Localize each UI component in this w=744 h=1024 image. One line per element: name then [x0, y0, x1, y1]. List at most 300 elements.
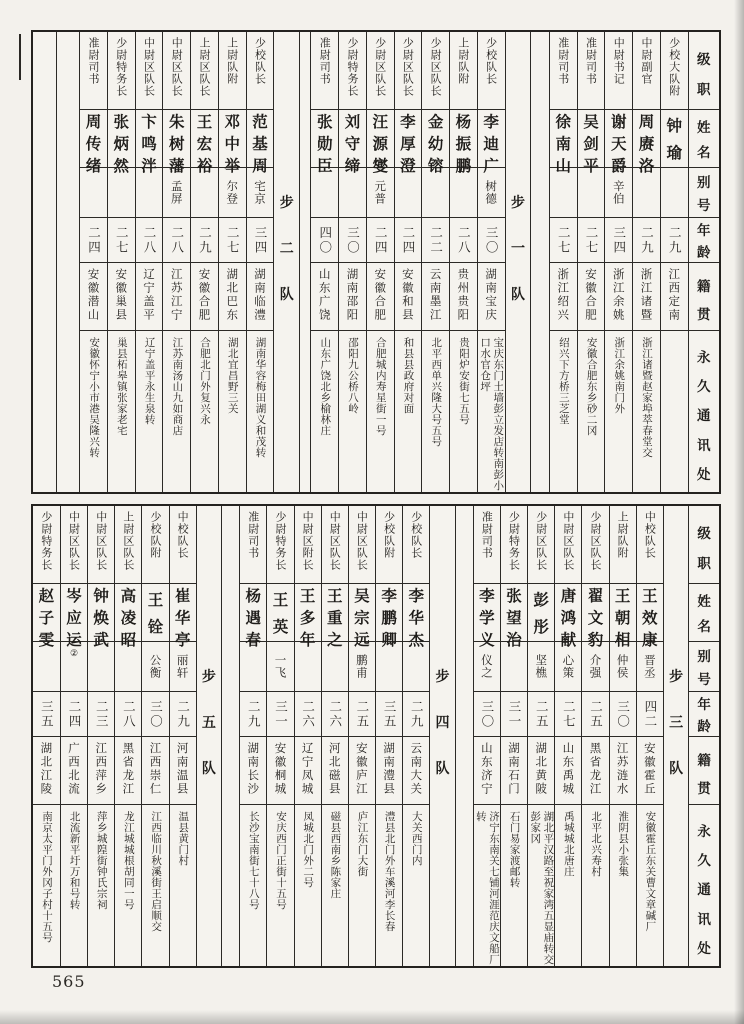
name-cell — [633, 110, 660, 175]
age-cell — [555, 692, 581, 737]
native-place-cell — [555, 737, 581, 805]
name-annotation-mark: ② — [69, 649, 79, 659]
address-text: 石门易家渡邮转 — [508, 811, 521, 888]
char: 谢 — [610, 112, 627, 131]
native-place-cell — [450, 263, 477, 331]
native-place-cell — [376, 737, 402, 805]
char: 凌 — [120, 608, 137, 627]
rank-cell — [311, 32, 338, 110]
name-cell — [422, 110, 449, 175]
age-cell — [605, 218, 632, 263]
char: 队 — [510, 287, 525, 303]
char: 源 — [372, 134, 388, 153]
char: 卿 — [381, 630, 397, 649]
age-cell — [163, 218, 190, 263]
rank-text: 中尉区队长 — [328, 511, 342, 571]
rank-cell — [528, 506, 554, 584]
name-cell — [661, 110, 688, 168]
alias-text: 公衡 — [148, 654, 163, 679]
address-text: 淮阴县小张集 — [617, 811, 630, 877]
person-column — [246, 32, 274, 492]
address-text: 绍兴下方桥三芝堂 — [557, 337, 570, 425]
native-place-cell — [80, 263, 107, 331]
rank-cell — [339, 32, 366, 110]
rank-cell — [605, 32, 632, 110]
native-text: 江西萍乡 — [94, 742, 109, 796]
address-text: 浙江余姚南门外 — [613, 337, 626, 414]
age-cell — [376, 692, 402, 737]
age-text: 二四 — [400, 225, 416, 255]
address-cell — [478, 331, 505, 492]
person-column — [218, 32, 246, 492]
name-cell — [637, 584, 663, 649]
char: 龄 — [697, 718, 711, 735]
char: 岑 — [66, 586, 82, 605]
header-age-label — [689, 218, 719, 263]
person-column — [449, 32, 477, 492]
char: 铨 — [147, 616, 164, 636]
rank-cell — [610, 506, 636, 584]
address-text: 江苏南汤山九如商店 — [171, 337, 184, 436]
alias-text: 心策 — [561, 654, 576, 679]
address-text: 浙江诸暨赵家埠萃春堂交 — [641, 337, 654, 458]
header-name-label — [689, 110, 719, 168]
native-text: 安徽巢县 — [114, 268, 129, 322]
person-column — [500, 506, 527, 966]
address-text: 湖北平汉路至祝家湾五显庙转交彭家冈 — [529, 811, 555, 965]
char: 级 — [697, 51, 711, 68]
rank-text: 准尉司书 — [556, 37, 570, 85]
alias-text: 一飞 — [273, 654, 288, 679]
name-cell — [108, 110, 135, 175]
person-column — [141, 506, 168, 966]
rank-text: 少校队长 — [484, 37, 498, 85]
name-cell — [610, 584, 636, 649]
native-text: 湖南石门 — [507, 742, 522, 796]
rank-cell — [550, 32, 577, 110]
unit-label — [274, 32, 299, 304]
header-column — [688, 32, 719, 492]
char: 树 — [169, 134, 185, 153]
char: 守 — [344, 134, 361, 153]
char: 张 — [506, 586, 522, 605]
char: 子 — [38, 608, 55, 627]
page-edge-shadow-bottom — [0, 1010, 744, 1024]
unit-label — [664, 506, 688, 778]
char: 吴 — [354, 586, 370, 605]
alias-cell — [367, 168, 394, 218]
header-address-label — [689, 331, 719, 492]
rank-text: 准尉司书 — [318, 37, 332, 85]
person-column — [554, 506, 581, 966]
unit-marker-column — [429, 506, 454, 966]
char: 级 — [697, 525, 711, 542]
char: 王 — [642, 586, 658, 605]
person-column — [394, 32, 422, 492]
native-place-cell — [142, 737, 168, 805]
alias-cell — [610, 642, 636, 692]
age-cell — [247, 218, 274, 263]
char: 炳 — [113, 134, 130, 153]
char: 效 — [642, 608, 658, 627]
rank-cell — [33, 506, 60, 584]
char: 李 — [408, 586, 424, 605]
alias-cell — [295, 642, 321, 692]
header-alias-label — [689, 642, 719, 692]
rank-cell — [170, 506, 196, 584]
address-cell — [267, 805, 293, 966]
char: 缔 — [344, 156, 361, 175]
char: 金 — [427, 112, 444, 131]
native-text: 浙江绍兴 — [556, 268, 571, 322]
native-place-cell — [219, 263, 246, 331]
age-cell — [367, 218, 394, 263]
rank-cell — [191, 32, 218, 110]
header-column — [688, 506, 719, 966]
name-cell — [395, 110, 422, 175]
rank-cell — [450, 32, 477, 110]
age-cell — [582, 692, 608, 737]
char: 王 — [327, 586, 343, 605]
native-text: 江西定南 — [667, 268, 682, 322]
age-text: 二五 — [534, 699, 550, 729]
spacer-column — [33, 32, 56, 492]
age-text: 三四 — [611, 225, 627, 255]
unit-marker-column — [663, 506, 688, 966]
char: 职 — [697, 82, 711, 99]
age-cell — [142, 692, 168, 737]
char: 多 — [299, 608, 316, 627]
rank-cell — [219, 32, 246, 110]
char: 洛 — [638, 156, 655, 175]
age-text: 二九 — [197, 225, 213, 255]
char: 张 — [316, 112, 333, 131]
char: 朝 — [614, 608, 631, 627]
alias-cell — [142, 642, 168, 692]
rank-text: 中尉区队长 — [67, 511, 81, 571]
name-cell — [501, 584, 527, 649]
person-column — [321, 506, 348, 966]
native-place-cell — [311, 263, 338, 331]
rank-cell — [478, 32, 505, 110]
address-text: 合肥北门外复兴永 — [199, 337, 212, 425]
name-cell — [578, 110, 605, 175]
person-column — [375, 506, 402, 966]
name-cell — [478, 110, 505, 175]
native-place-cell — [247, 263, 274, 331]
address-text: 龙江城城根胡同一号 — [122, 811, 135, 910]
rank-cell — [163, 32, 190, 110]
address-cell — [578, 331, 605, 492]
native-text: 湖南澧县 — [382, 742, 397, 796]
rank-cell — [422, 32, 449, 110]
char: 年 — [697, 223, 711, 240]
char: 步 — [435, 669, 450, 685]
char: 赓 — [638, 134, 655, 153]
char: 高 — [120, 586, 137, 605]
age-text: 二七 — [114, 225, 130, 255]
rank-text: 少校队附 — [382, 511, 396, 559]
char: 鸿 — [560, 608, 577, 627]
char: 幼 — [427, 134, 444, 153]
age-cell — [115, 692, 141, 737]
person-column — [169, 506, 196, 966]
char: 四 — [435, 715, 450, 731]
address-text: 安庆西门正街十五号 — [275, 811, 288, 910]
char: 贯 — [697, 780, 711, 797]
alias-text: 仪之 — [479, 654, 494, 679]
age-cell — [450, 218, 477, 263]
address-cell — [33, 805, 60, 966]
char: 治 — [506, 630, 522, 649]
unit-marker-column — [196, 506, 221, 966]
address-cell — [633, 331, 660, 492]
rank-text: 上尉队附 — [456, 37, 470, 85]
rank-text: 少尉区队长 — [401, 37, 415, 97]
char: 杨 — [245, 586, 262, 605]
name-cell — [339, 110, 366, 175]
char: 一 — [510, 241, 525, 257]
native-place-cell — [550, 263, 577, 331]
native-place-cell — [191, 263, 218, 331]
char: 吴 — [583, 112, 599, 131]
native-text: 贵州贵阳 — [456, 268, 471, 322]
spacer-column — [455, 506, 473, 966]
name-cell — [163, 110, 190, 175]
address-cell — [403, 805, 429, 966]
char: 姓 — [697, 593, 711, 610]
age-cell — [633, 218, 660, 263]
address-text: 庐江东门大街 — [356, 811, 369, 877]
char: 邓 — [224, 112, 240, 131]
char: 李 — [400, 112, 416, 131]
alias-cell — [136, 168, 163, 218]
age-text: 二七 — [561, 699, 577, 729]
char: 然 — [113, 156, 130, 175]
age-text: 二二 — [428, 225, 444, 255]
native-text: 安徽合肥 — [373, 268, 388, 322]
rank-cell — [578, 32, 605, 110]
age-cell — [219, 218, 246, 263]
native-text: 安徽合肥 — [197, 268, 212, 322]
char: 永 — [697, 824, 711, 841]
address-cell — [605, 331, 632, 492]
char: 遇 — [245, 608, 262, 627]
address-cell — [115, 805, 141, 966]
rank-text: 少尉特务长 — [273, 511, 287, 571]
alias-cell — [661, 168, 688, 218]
age-cell — [170, 692, 196, 737]
char: 五 — [201, 715, 216, 731]
rank-cell — [115, 506, 141, 584]
char: 雯 — [38, 630, 55, 649]
name-cell — [267, 584, 293, 642]
address-cell — [163, 331, 190, 492]
char: 名 — [697, 145, 711, 162]
rank-text: 少尉区队长 — [429, 37, 443, 97]
alias-cell — [578, 168, 605, 218]
alias-cell — [376, 642, 402, 692]
age-text: 二九 — [175, 699, 191, 729]
address-cell — [322, 805, 348, 966]
char: 南 — [555, 134, 572, 153]
char: 重 — [327, 608, 343, 627]
char: 彤 — [533, 616, 549, 636]
native-text: 湖南邵阳 — [345, 268, 360, 322]
alias-cell — [403, 642, 429, 692]
native-place-cell — [422, 263, 449, 331]
alias-text: 尔登 — [225, 180, 240, 205]
char: 鹏 — [455, 156, 472, 175]
alias-cell — [267, 642, 293, 692]
char: 李 — [381, 586, 397, 605]
char: 运 — [66, 630, 82, 649]
name-cell — [550, 110, 577, 175]
name-cell — [555, 584, 581, 649]
age-cell — [403, 692, 429, 737]
native-text: 黑省龙江 — [121, 742, 136, 796]
age-cell — [474, 692, 500, 737]
address-text: 长沙宝南街七十八号 — [247, 811, 260, 910]
char: 迪 — [483, 134, 499, 153]
age-text: 二五 — [354, 699, 370, 729]
char: 通 — [697, 882, 711, 899]
age-text: 二九 — [409, 699, 425, 729]
rank-cell — [582, 506, 608, 584]
person-column — [310, 32, 338, 492]
age-cell — [61, 692, 87, 737]
char: 号 — [697, 672, 711, 688]
native-place-cell — [267, 737, 293, 805]
alias-cell — [163, 168, 190, 218]
address-text: 大关西门内 — [410, 811, 423, 866]
address-text: 安徽怀宁小市港吴隆兴转 — [88, 337, 101, 458]
person-column — [266, 506, 293, 966]
address-text: 北流新平圩万和号转 — [68, 811, 81, 910]
char: 周 — [85, 112, 102, 131]
native-place-cell — [240, 737, 266, 805]
address-cell — [339, 331, 366, 492]
char: 文 — [587, 608, 604, 627]
address-cell — [610, 805, 636, 966]
person-column — [549, 32, 577, 492]
person-column — [473, 506, 500, 966]
char: 勋 — [316, 134, 333, 153]
address-text: 澧县北门外车溪河李长春 — [383, 811, 396, 932]
rank-text: 少尉特务长 — [114, 37, 128, 97]
rank-text: 少尉区队长 — [534, 511, 548, 571]
age-text: 二九 — [639, 225, 655, 255]
native-place-cell — [108, 263, 135, 331]
native-text: 湖北江陵 — [39, 742, 54, 796]
char: 步 — [201, 669, 216, 685]
char: 广 — [483, 156, 499, 175]
native-place-cell — [295, 737, 321, 805]
native-place-cell — [661, 263, 688, 331]
native-place-cell — [339, 263, 366, 331]
address-text: 北平北兴寿村 — [590, 811, 603, 877]
rank-text: 少校队长 — [409, 511, 423, 559]
char: 范 — [252, 112, 268, 131]
rank-cell — [474, 506, 500, 584]
address-cell — [61, 805, 87, 966]
age-cell — [240, 692, 266, 737]
age-cell — [339, 218, 366, 263]
native-place-cell — [578, 263, 605, 331]
age-text: 二四 — [373, 225, 389, 255]
char: 职 — [697, 556, 711, 573]
spacer-column — [299, 32, 310, 492]
native-place-cell — [403, 737, 429, 805]
age-cell — [311, 218, 338, 263]
age-text: 二六 — [327, 699, 343, 729]
native-place-cell — [33, 737, 60, 805]
char: 讯 — [697, 911, 711, 928]
name-cell — [295, 584, 321, 649]
alias-text: 元普 — [373, 180, 388, 205]
alias-cell — [80, 168, 107, 218]
person-column — [609, 506, 636, 966]
char: 处 — [697, 466, 711, 483]
char: 卞 — [141, 112, 157, 131]
char: 唐 — [560, 586, 577, 605]
char: 春 — [245, 630, 262, 649]
age-text: 二九 — [246, 699, 262, 729]
age-text: 二八 — [169, 225, 185, 255]
name-cell — [142, 584, 168, 642]
header-native-label — [689, 263, 719, 331]
age-cell — [501, 692, 527, 737]
address-text: 北平西单兴隆大号五号 — [430, 337, 443, 447]
native-text: 辽宁盖平 — [142, 268, 157, 322]
name-cell — [582, 584, 608, 649]
rank-cell — [403, 506, 429, 584]
char: 三 — [669, 715, 684, 731]
rank-text: 少尉区队长 — [373, 37, 387, 97]
rank-text: 少尉特务长 — [39, 511, 53, 571]
roster-table-block-top — [31, 30, 721, 494]
alias-cell — [555, 642, 581, 692]
char: 华 — [174, 608, 191, 627]
age-text: 二四 — [67, 699, 83, 729]
char: 王 — [147, 590, 164, 610]
native-place-cell — [637, 737, 663, 805]
age-cell — [349, 692, 375, 737]
char: 中 — [224, 134, 240, 153]
char: 裕 — [196, 156, 213, 175]
char: 步 — [510, 195, 525, 211]
person-column — [79, 32, 107, 492]
age-cell — [637, 692, 663, 737]
alias-cell — [528, 642, 554, 692]
char: 澄 — [400, 156, 416, 175]
name-cell — [450, 110, 477, 175]
native-place-cell — [349, 737, 375, 805]
char: 瑜 — [666, 142, 682, 162]
alias-text: 丽轩 — [175, 654, 190, 679]
age-text: 三〇 — [484, 225, 500, 255]
char: 彭 — [533, 590, 549, 610]
alias-cell — [450, 168, 477, 218]
rank-text: 中校队长 — [643, 511, 657, 559]
native-text: 安徽庐江 — [354, 742, 369, 796]
native-place-cell — [605, 263, 632, 331]
char: 绪 — [85, 156, 102, 175]
char: 周 — [638, 112, 655, 131]
name-cell — [311, 110, 338, 175]
rank-text: 少校队附 — [149, 511, 162, 559]
char: 王 — [272, 590, 289, 610]
